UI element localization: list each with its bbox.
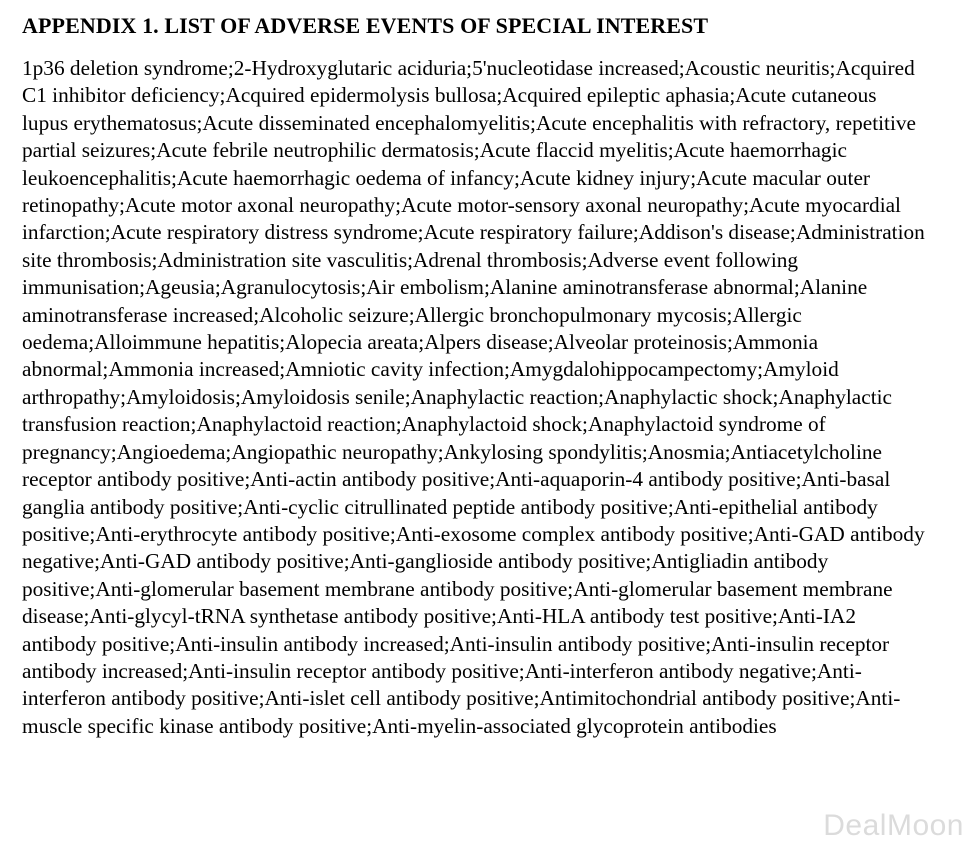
appendix-heading: APPENDIX 1. LIST OF ADVERSE EVENTS OF SPECIAL INTEREST — [22, 13, 709, 38]
watermark-logo: DealMoon — [823, 809, 964, 842]
adverse-events-list: 1p36 deletion syndrome;2-Hydroxyglutaric aciduria;5'nucleotidase increased;Acoustic neuritis;Acquired C1 inhibitor deficiency;Acquired epidermolysis bullosa;Acquired epileptic aphasia;Acute cutaneous lupus erythematosus;Acute disseminated encephalomyelitis;Acute encephalitis with refractory, repetitive partial seizures;Acute febrile neutrophilic dermatosis;Acute flaccid myelitis;Acute haemorrhagic leukoencephalitis;Acute haemorrhagic oedema of infancy;Acute kidney injury;Acute macular outer retinopathy;Acute motor axonal neuropathy;Acute motor-sensory axonal neuropathy;Acute myocardial infarction;Acute respiratory distress syndrome;Acute respiratory failure;Addison's disease;Administration site thrombosis;Administration site vasculitis;Adrenal thrombosis;Adverse event following immunisation;Ageusia;Agranulocytosis;Air embolism;Alanine aminotransferase abnormal;Alanine aminotransferase increased;Alcoholic seizure;Allergic bronchopulmonary mycosis;Allergic oedema;Alloimmune hepatitis;Alopecia areata;Alpers disease;Alveolar proteinosis;Ammonia abnormal;Ammonia increased;Amniotic cavity infection;Amygdalohippocampectomy;Amyloid arthropathy;Amyloidosis;Amyloidosis senile;Anaphylactic reaction;Anaphylactic shock;Anaphylactic transfusion reaction;Anaphylactoid reaction;Anaphylactoid shock;Anaphylactoid syndrome of pregnancy;Angioedema;Angiopathic neuropathy;Ankylosing spondylitis;Anosmia;Antiacetylcholine receptor antibody positive;Anti-actin antibody positive;Anti-aquaporin-4 antibody positive;Anti-basal ganglia antibody positive;Anti-cyclic citrullinated peptide antibody positive;Anti-epithelial antibody positive;Anti-erythrocyte antibody positive;Anti-exosome complex antibody positive;Anti-GAD antibody negative;Anti-GAD antibody positive;Anti-ganglioside antibody positive;Antigliadin antibody positive;Anti-glomerular basement membrane antibody positive;Anti-glomerular basement membrane disease;Anti-glycyl-tRNA synthetase antibody positive;Anti-HLA antibody test positive;Anti-IA2 antibody positive;Anti-insulin antibody increased;Anti-insulin antibody positive;Anti-insulin receptor antibody increased;Anti-insulin receptor antibody positive;Anti-interferon antibody negative;Anti-interferon antibody positive;Anti-islet cell antibody positive;Antimitochondrial antibody positive;Anti-muscle specific kinase antibody positive;Anti-myelin-associated glycoprotein antibodies — [22, 56, 925, 738]
document-page — [22, 12, 928, 740]
